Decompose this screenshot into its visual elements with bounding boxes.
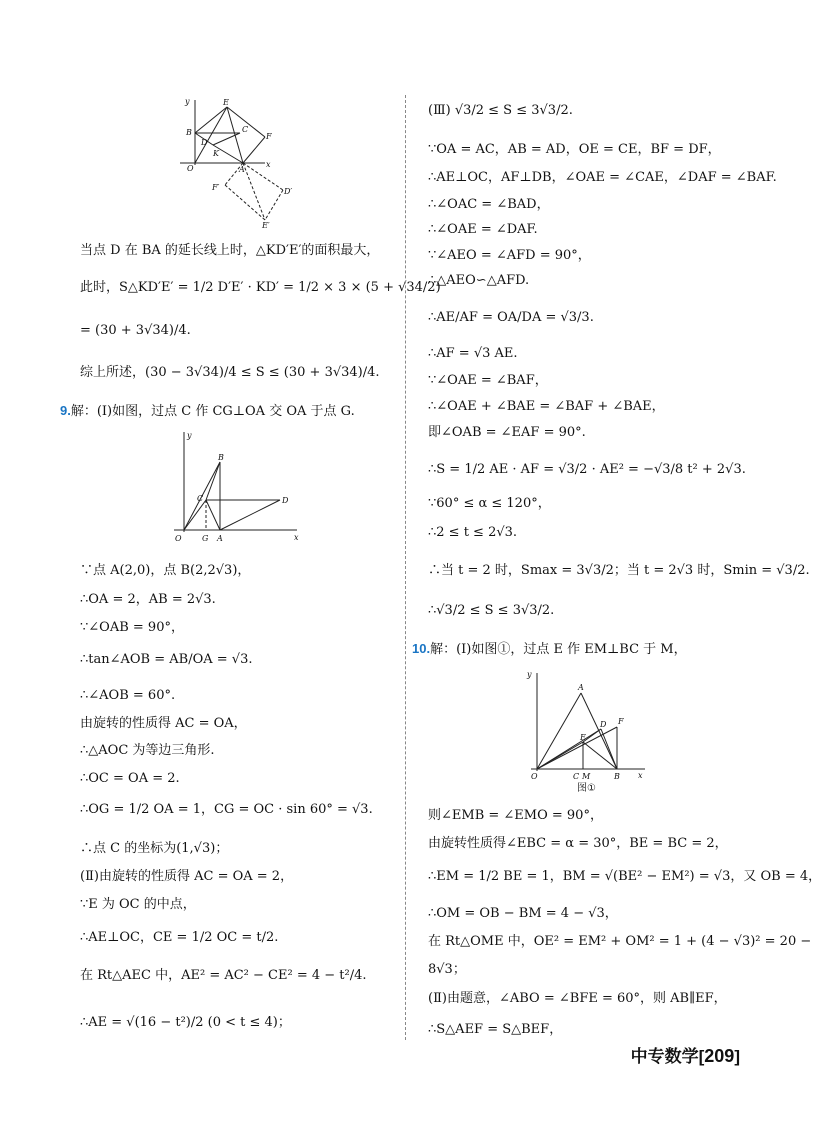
fig1-label-B: B	[186, 128, 192, 137]
text-line: ∴EM = 1/2 BE = 1，BM = √(BE² − EM²) = √3，又 OB = 4，	[428, 869, 821, 884]
fig3-label-x: x	[638, 771, 643, 780]
fig1-label-A: A	[239, 165, 245, 174]
text-line: ∴△AOC 为等边三角形.	[80, 743, 215, 758]
text-line: ∴OM = OB − BM = 4 − √3，	[428, 906, 618, 921]
text-line: ∴AE⊥OC，CE = 1/2 OC = t/2.	[80, 930, 279, 945]
problem-number: 9.	[60, 403, 71, 418]
fig3-label-F: F	[618, 717, 624, 726]
text-line: 综上所述，(30 − 3√34)/4 ≤ S ≤ (30 + 3√34)/4.	[80, 365, 380, 380]
fig1-label-F: F	[266, 132, 272, 141]
text-line: 在 Rt△AEC 中，AE² = AC² − CE² = 4 − t²/4.	[80, 968, 367, 983]
fig2-label-A: A	[217, 534, 223, 543]
text-line: 在 Rt△OME 中，OE² = EM² + OM² = 1 + (4 − √3)² = 20 −	[428, 934, 812, 949]
text-line: ∴点 C 的坐标为(1,√3)；	[80, 841, 229, 856]
text-line: ∴AE/AF = OA/DA = √3/3.	[428, 310, 594, 325]
text-line: 由旋转的性质得 AC = OA，	[80, 716, 247, 731]
text-line: ∴S△AEF = S△BEF，	[428, 1022, 563, 1037]
text-line: ∴tan∠AOB = AB/OA = √3.	[80, 652, 253, 667]
figure-3	[525, 667, 655, 797]
fig3-label-O: O	[531, 772, 538, 781]
text-line: ∵OA = AC，AB = AD，OE = CE，BF = DF，	[428, 142, 721, 157]
fig2-label-C: C	[197, 494, 204, 503]
text-line: ∴2 ≤ t ≤ 2√3.	[428, 525, 518, 540]
fig3-label-A: A	[578, 683, 584, 692]
figure-1	[165, 95, 293, 230]
text-line: ∴OA = 2，AB = 2√3.	[80, 592, 216, 607]
fig2-label-x: x	[294, 533, 299, 542]
text-line: ∵60° ≤ α ≤ 120°，	[428, 496, 551, 511]
text-line: ∴S = 1/2 AE · AF = √3/2 · AE² = −√3/8 t² + 2√3.	[428, 462, 746, 477]
text-line: ∵∠AEO = ∠AFD = 90°，	[428, 248, 591, 263]
fig3-label-M: M	[582, 772, 591, 781]
figure-caption: 图①	[577, 783, 596, 794]
text-line: 由旋转性质得∠EBC = α = 30°，BE = BC = 2，	[428, 836, 728, 851]
text-line: ∴∠AOB = 60°.	[80, 688, 176, 703]
problem-text: 解：(Ⅰ)如图，过点 C 作 CG⊥OA 交 OA 于点 G.	[70, 404, 355, 419]
fig3-label-C: C	[573, 772, 580, 781]
problem-10-heading	[412, 641, 687, 658]
figure-2	[172, 428, 307, 546]
column-divider	[405, 95, 406, 1040]
fig3-label-D: D	[600, 720, 607, 729]
fig2-label-B: B	[218, 453, 224, 462]
fig1-label-D-prime: D′	[284, 187, 293, 196]
text-line: ∴当 t = 2 时，Smax = 3√3/2；当 t = 2√3 时，Smin = √3/2.	[428, 563, 810, 578]
text-line: 8√3；	[428, 962, 466, 977]
text-line: ∵E 为 OC 的中点，	[80, 897, 196, 912]
problem-text: 解：(Ⅰ)如图①，过点 E 作 EM⊥BC 于 M，	[430, 642, 687, 657]
page-number: 209	[704, 1046, 735, 1066]
text-line: ∴OG = 1/2 OA = 1，CG = OC · sin 60° = √3.	[80, 802, 373, 817]
fig3-label-E: E	[580, 733, 586, 742]
problem-number: 10.	[412, 641, 431, 656]
text-line: ∴∠OAE = ∠DAF.	[428, 222, 538, 237]
fig1-label-O: O	[187, 164, 194, 173]
text-line: ∴AF = √3 AE.	[428, 346, 518, 361]
fig1-label-E-prime: E′	[262, 221, 270, 230]
fig1-label-D: D	[201, 138, 208, 147]
problem-9-heading	[60, 403, 355, 420]
text-line: ∴∠OAC = ∠BAD，	[428, 197, 550, 212]
text-line: ∴∠OAE + ∠BAE = ∠BAF + ∠BAE，	[428, 399, 665, 414]
text-line: (Ⅲ) √3/2 ≤ S ≤ 3√3/2.	[428, 103, 573, 118]
text-line: ∴AE = √(16 − t²)/2 (0 < t ≤ 4)；	[80, 1015, 291, 1030]
text-line: 则∠EMB = ∠EMO = 90°，	[428, 808, 603, 823]
text-line: ∴△AEO∽△AFD.	[428, 273, 530, 288]
text-line: 即∠OAB = ∠EAF = 90°.	[428, 425, 586, 440]
text-line: ∴√3/2 ≤ S ≤ 3√3/2.	[428, 603, 555, 618]
fig1-label-C: C	[242, 125, 249, 134]
fig1-label-K: K	[213, 149, 219, 158]
fig1-label-F-prime: F′	[212, 183, 220, 192]
fig1-label-E: E	[223, 98, 229, 107]
fig3-label-y: y	[527, 670, 532, 679]
fig2-label-y: y	[187, 431, 192, 440]
text-line: ∴AE⊥OC，AF⊥DB，∠OAE = ∠CAE，∠DAF = ∠BAF.	[428, 170, 777, 185]
text-line: ∵∠OAE = ∠BAF，	[428, 373, 548, 388]
text-line: ∵点 A(2,0)，点 B(2,2√3)，	[80, 563, 251, 578]
text-line: (Ⅱ)由旋转的性质得 AC = OA = 2，	[80, 869, 294, 884]
fig3-label-B: B	[614, 772, 620, 781]
text-line: 当点 D 在 BA 的延长线上时，△KD′E′的面积最大，	[80, 243, 380, 258]
text-line: ∵∠OAB = 90°，	[80, 620, 184, 635]
fig2-label-O: O	[175, 534, 182, 543]
fig2-label-D: D	[282, 496, 289, 505]
text-line: ∴OC = OA = 2.	[80, 771, 180, 786]
fig2-label-G: G	[202, 534, 209, 543]
text-line: = (30 + 3√34)/4.	[80, 323, 191, 338]
page-footer: 中专数学[209]	[630, 1046, 740, 1066]
text-line: 此时，S△KD′E′ = 1/2 D′E′ · KD′ = 1/2 × 3 × (5 + √34/2)	[80, 280, 441, 295]
text-line: (Ⅱ)由题意，∠ABO = ∠BFE = 60°，则 AB∥EF，	[428, 991, 727, 1006]
book-title: 中专数学	[630, 1047, 699, 1066]
fig1-label-x: x	[266, 160, 271, 169]
fig1-label-y: y	[185, 97, 190, 106]
